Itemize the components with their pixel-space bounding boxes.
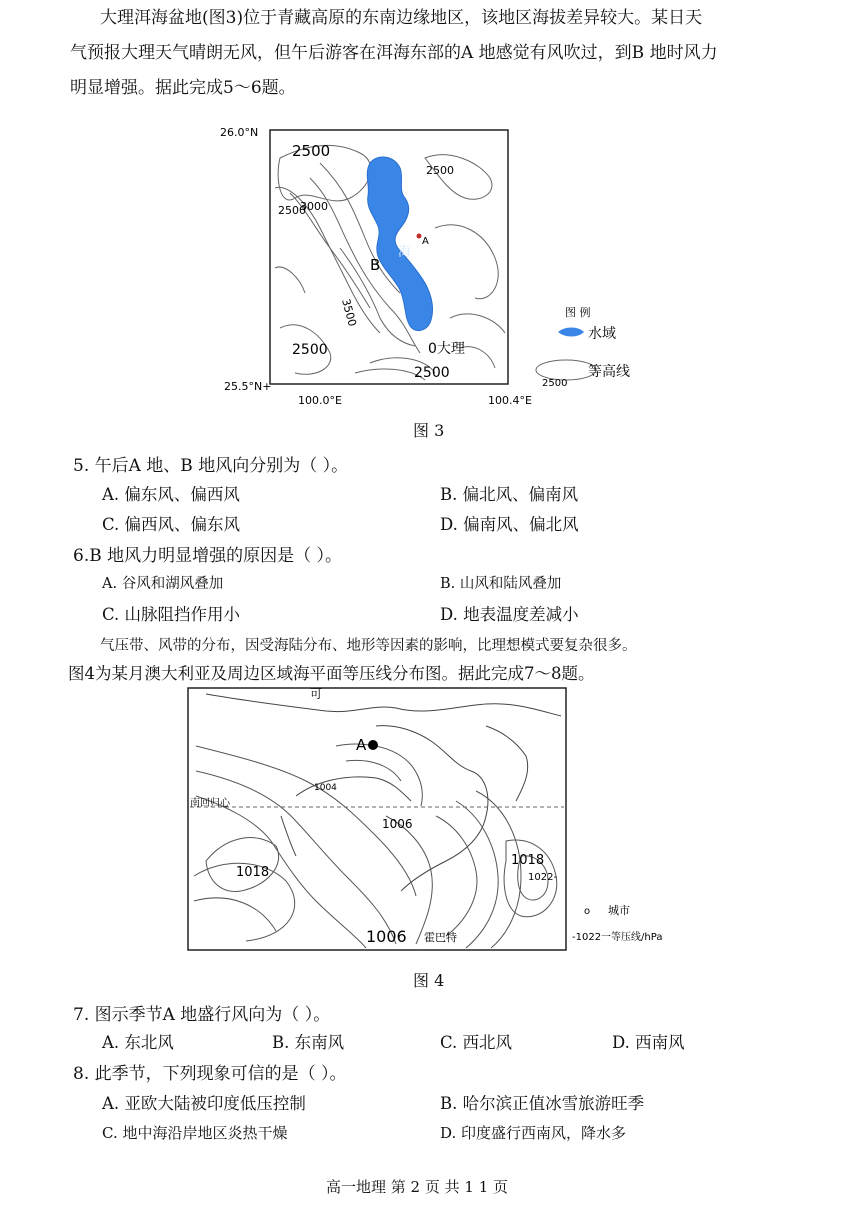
lat-top-label: 26.0°N [220,126,259,139]
contour-label: 2500 [278,204,306,217]
intro2-line-2: 图4为某月澳大利亚及周边区域海平面等压线分布图。据此完成7～8题。 [68,664,595,683]
question-6-stem: 6.B 地风力明显增强的原因是（ ）。 [73,546,343,566]
figure-3-map [220,118,660,408]
isobar-label: 1006 [366,927,407,946]
legend-city-symbol: o [584,906,591,917]
lake-label: 海 [398,245,412,260]
contour-label: 2500 [414,365,450,381]
intro-line-3: 明显增强。据此完成5～6题。 [70,78,296,98]
lon-right-label: 100.4°E [488,394,532,407]
q6-option-b[interactable]: B. 山风和陆风叠加 [440,576,562,592]
contour-label: 2500 [292,342,328,358]
point-a-marker [417,234,422,239]
point-a-label: A [356,736,367,754]
intro-line-2: 气预报大理天气晴朗无风，但午后游客在洱海东部的A 地感觉有风吹过，到B 地时风力 [70,43,718,63]
contour-label: 2500 [426,164,454,177]
city-label: 0大理 [428,341,465,357]
lat-bottom-label: 25.5°N+ [224,380,272,393]
page-footer: 高一地理 第 2 页 共 1 1 页 [326,1178,509,1196]
figure-4-map [186,686,676,956]
q5-option-c[interactable]: C. 偏西风、偏东风 [102,515,241,534]
q8-option-a[interactable]: A. 亚欧大陆被印度低压控制 [102,1094,306,1113]
point-b-label: B [370,256,381,274]
legend-water: 水域 [588,326,616,342]
isobar-label: 1022- [528,872,558,883]
q7-option-a[interactable]: A. 东北风 [102,1033,174,1052]
legend-contour: 等高线 [588,364,630,380]
legend-isobar: -1022一等压线/hPa [572,932,663,943]
legend-contour-swatch [536,360,596,380]
legend-contour-value: 2500 [542,378,568,389]
top-label: 可 [310,687,323,701]
intro-line-1: 大理洱海盆地(图3)位于青藏高原的东南边缘地区，该地区海拔差异较大。某日天 [100,8,703,28]
q8-option-b[interactable]: B. 哈尔滨正值冰雪旅游旺季 [440,1094,645,1113]
contour-label: 3000 [300,200,328,213]
q5-option-a[interactable]: A. 偏东风、偏西风 [102,485,240,504]
contour-label: 2500 [292,142,331,160]
question-5-stem: 5. 午后A 地、B 地风向分别为（ ）。 [73,456,349,476]
figure-4-caption: 图 4 [413,971,445,990]
intro2-line-1: 气压带、风带的分布，因受海陆分布、地形等因素的影响，比理想模式要复杂很多。 [100,638,637,654]
tropic-label: 南回归心 [190,798,230,809]
legend-water-swatch [558,328,584,337]
q5-option-b[interactable]: B. 偏北风、偏南风 [440,485,579,504]
city-label-hobart: 霍巴特 [424,931,457,944]
figure-3-caption: 图 3 [413,421,445,440]
q7-option-d[interactable]: D. 西南风 [612,1033,685,1052]
legend-title: 图 例 [565,306,591,319]
q6-option-c[interactable]: C. 山脉阻挡作用小 [102,605,241,624]
q6-option-d[interactable]: D. 地表温度差减小 [440,605,579,624]
isobar-label: 1018 [236,865,270,880]
question-7-stem: 7. 图示季节A 地盛行风向为（ ）。 [73,1005,331,1025]
isobar-label: 1018 [511,853,545,868]
q7-option-b[interactable]: B. 东南风 [272,1033,345,1052]
q5-option-d[interactable]: D. 偏南风、偏北风 [440,515,579,534]
q8-option-c[interactable]: C. 地中海沿岸地区炎热干燥 [102,1124,288,1142]
q8-option-d[interactable]: D. 印度盛行西南风，降水多 [440,1124,627,1142]
q7-option-c[interactable]: C. 西北风 [440,1033,513,1052]
lon-left-label: 100.0°E [298,394,342,407]
isobar-label: 1004 [314,783,337,793]
question-8-stem: 8. 此季节，下列现象可信的是（ ）。 [73,1064,347,1084]
q6-option-a[interactable]: A. 谷风和湖风叠加 [102,576,224,592]
legend-city: 城市 [608,904,630,917]
isobar-label: 1006 [382,817,413,831]
point-a-marker [368,740,378,750]
point-a-label: A [422,236,429,247]
contour-label: 3500 [339,297,359,328]
